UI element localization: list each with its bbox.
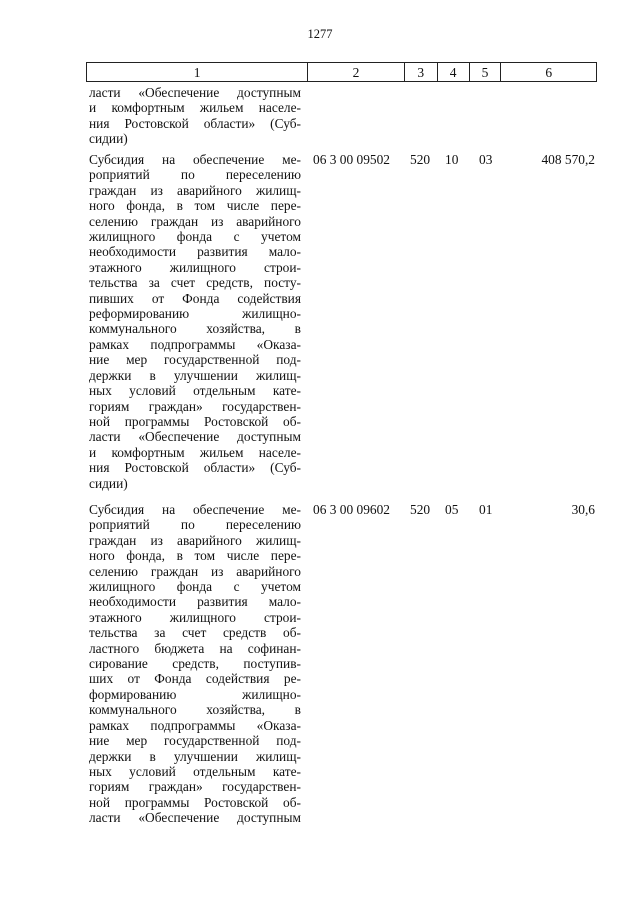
desc-line: селению граждан из аварийного <box>89 563 301 579</box>
desc-line: ной программы Ростовской об- <box>89 413 301 429</box>
desc-line: держки в улучшении жилищ- <box>89 748 301 764</box>
desc-line: граждан из аварийного жилищ- <box>89 532 301 548</box>
desc-line: сидии) <box>89 131 128 147</box>
desc-line: сирование средств, поступив- <box>89 656 301 672</box>
desc-line: и комфортным жильем населе- <box>89 100 301 116</box>
section: 05 <box>445 502 459 517</box>
desc-line: и комфортным жильем населе- <box>89 444 301 460</box>
desc-line: сидии) <box>89 475 128 491</box>
desc-line: ных условий отдельным кате- <box>89 763 301 779</box>
desc-line: ного фонда, в том числе пере- <box>89 548 301 564</box>
desc-line: ластного бюджета на софинан- <box>89 640 301 656</box>
desc-line: этажного жилищного строи- <box>89 609 301 625</box>
desc-line: необходимости развития мало- <box>89 594 301 610</box>
header-col-4: 4 <box>437 63 469 81</box>
desc-line: формированию жилищно- <box>89 686 301 702</box>
desc-line: ние мер государственной под- <box>89 352 301 368</box>
desc-line: граждан из аварийного жилищ- <box>89 182 301 198</box>
subsection: 03 <box>479 152 493 167</box>
desc-line: тельства за счет средств об- <box>89 625 301 641</box>
row-description <box>89 85 301 147</box>
desc-line: ласти «Обеспечение доступным <box>89 810 301 826</box>
desc-line: необходимости развития мало- <box>89 244 301 260</box>
desc-line: ших от Фонда содействия ре- <box>89 671 301 687</box>
expense-type: 520 <box>410 152 431 167</box>
target-code: 06 3 00 09602 <box>313 502 390 517</box>
amount: 30,6 <box>571 502 595 517</box>
desc-line: рамках подпрограммы «Оказа- <box>89 336 301 352</box>
desc-line: реформированию жилищно- <box>89 306 301 322</box>
header-col-3: 3 <box>404 63 437 81</box>
desc-line: коммунального хозяйства, в <box>89 702 301 718</box>
desc-line: ния Ростовской области» (Суб- <box>89 115 301 131</box>
desc-line: держки в улучшении жилищ- <box>89 367 301 383</box>
desc-line: ной программы Ростовской об- <box>89 794 301 810</box>
header-col-6: 6 <box>500 63 596 81</box>
header-col-2: 2 <box>307 63 404 81</box>
desc-line: ния Ростовской области» (Суб- <box>89 460 301 476</box>
desc-line: коммунального хозяйства, в <box>89 321 301 337</box>
subsection: 01 <box>479 502 493 517</box>
desc-line: селению граждан из аварийного <box>89 213 301 229</box>
row-description <box>89 502 301 826</box>
target-code: 06 3 00 09502 <box>313 152 390 167</box>
desc-line: рамках подпрограммы «Оказа- <box>89 717 301 733</box>
header-col-5: 5 <box>469 63 501 81</box>
desc-line: гориям граждан» государствен- <box>89 398 301 414</box>
desc-line: роприятий по переселению <box>89 167 301 183</box>
section: 10 <box>445 152 459 167</box>
desc-line: ласти «Обеспечение доступным <box>89 429 301 445</box>
desc-line: тельства за счет средств, посту- <box>89 275 301 291</box>
desc-line: пивших от Фонда содействия <box>89 290 301 306</box>
desc-line: ние мер государственной под- <box>89 733 301 749</box>
amount: 408 570,2 <box>541 152 595 167</box>
row-description <box>89 152 301 491</box>
desc-line: ных условий отдельным кате- <box>89 383 301 399</box>
desc-line: ласти «Обеспечение доступным <box>89 85 301 100</box>
table-header <box>86 62 597 82</box>
desc-line: Субсидия на обеспечение ме- <box>89 152 301 167</box>
desc-line: роприятий по переселению <box>89 517 301 533</box>
desc-line: ного фонда, в том числе пере- <box>89 198 301 214</box>
header-col-1: 1 <box>193 65 201 80</box>
expense-type: 520 <box>410 502 431 517</box>
desc-line: Субсидия на обеспечение ме- <box>89 502 301 517</box>
desc-line: жилищного фонда с учетом <box>89 579 301 595</box>
desc-line: этажного жилищного строи- <box>89 259 301 275</box>
desc-line: гориям граждан» государствен- <box>89 779 301 795</box>
desc-line: жилищного фонда с учетом <box>89 229 301 245</box>
page-number: 1277 <box>307 27 333 41</box>
